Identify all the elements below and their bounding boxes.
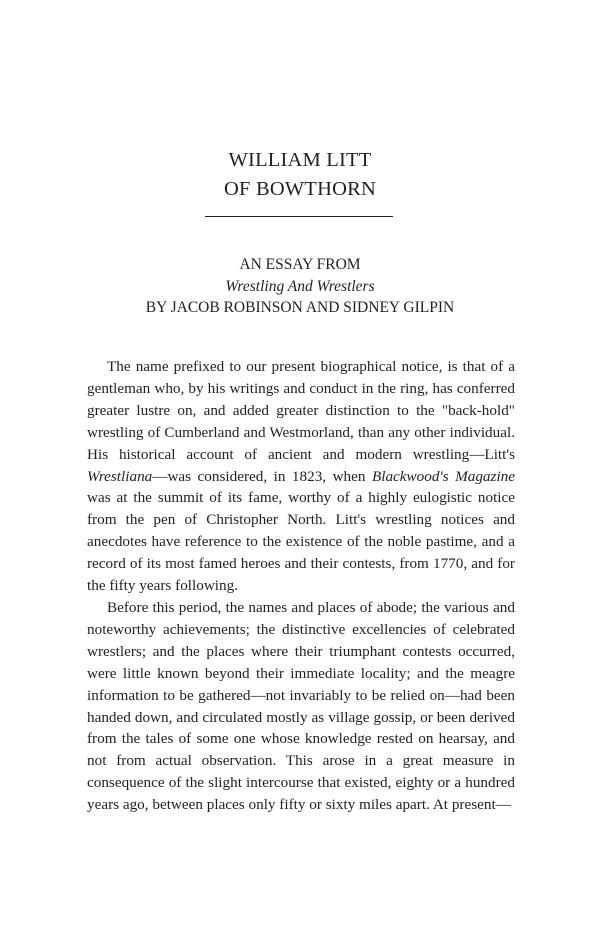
blackwoods-magazine-title: Blackwood's Magazine (371, 467, 515, 485)
source-book-title: Wrestling And Wrestlers (225, 277, 375, 295)
paragraph-1-part-1: The name prefixed to our present biographical notice, is that of a gentleman who, by his writings and conduct in the ring, has conferred greater lustre on, and added greater distinction to the "back-hold" wrestling of Cumberland and Westmorland, than any other individual. His historical account of ancient and modern wrestling—Litt's (87, 358, 515, 463)
title-divider (205, 216, 393, 217)
chapter-title (0, 146, 600, 204)
source-intro: AN ESSAY FROM (239, 256, 361, 273)
essay-body (87, 356, 515, 816)
source-authors: BY JACOB ROBINSON AND SIDNEY GILPIN (145, 299, 455, 316)
chapter-title-line-1: WILLIAM LITT (228, 149, 372, 171)
paragraph-1-part-2: —was considered, in 1823, when (152, 467, 372, 485)
source-attribution (0, 254, 600, 319)
paragraph-2: Before this period, the names and places of abode; the various and noteworthy achievements; the distinctive excellencies of celebrated wrestlers; and the places where their triumphant contests occurred, were little known beyond their immediate locality; and the meagre information to be gathered—not invariably to be relied on—had been handed down, and circulated mostly as village gossip, or been derived from the tales of some one whose knowledge rested on hearsay, and not from actual observation. This arose in a great measure in consequence of the slight intercourse that existed, eighty or a hundred years ago, between places only fifty or sixty miles apart. At present— (87, 598, 515, 814)
wrestliana-title: Wrestliana (87, 467, 153, 485)
chapter-title-line-2: OF BOWTHORN (224, 178, 376, 200)
paragraph-1-part-3: was at the summit of its fame, worthy of a highly eulogistic notice from the pen of Christopher North. Litt's wrestling notices and anecdotes have reference to the existence of the noble pastime, and a record of its most famed heroes and their contests, from 1770, and for the fifty years following. (87, 489, 515, 595)
paragraph-1 (87, 356, 515, 597)
